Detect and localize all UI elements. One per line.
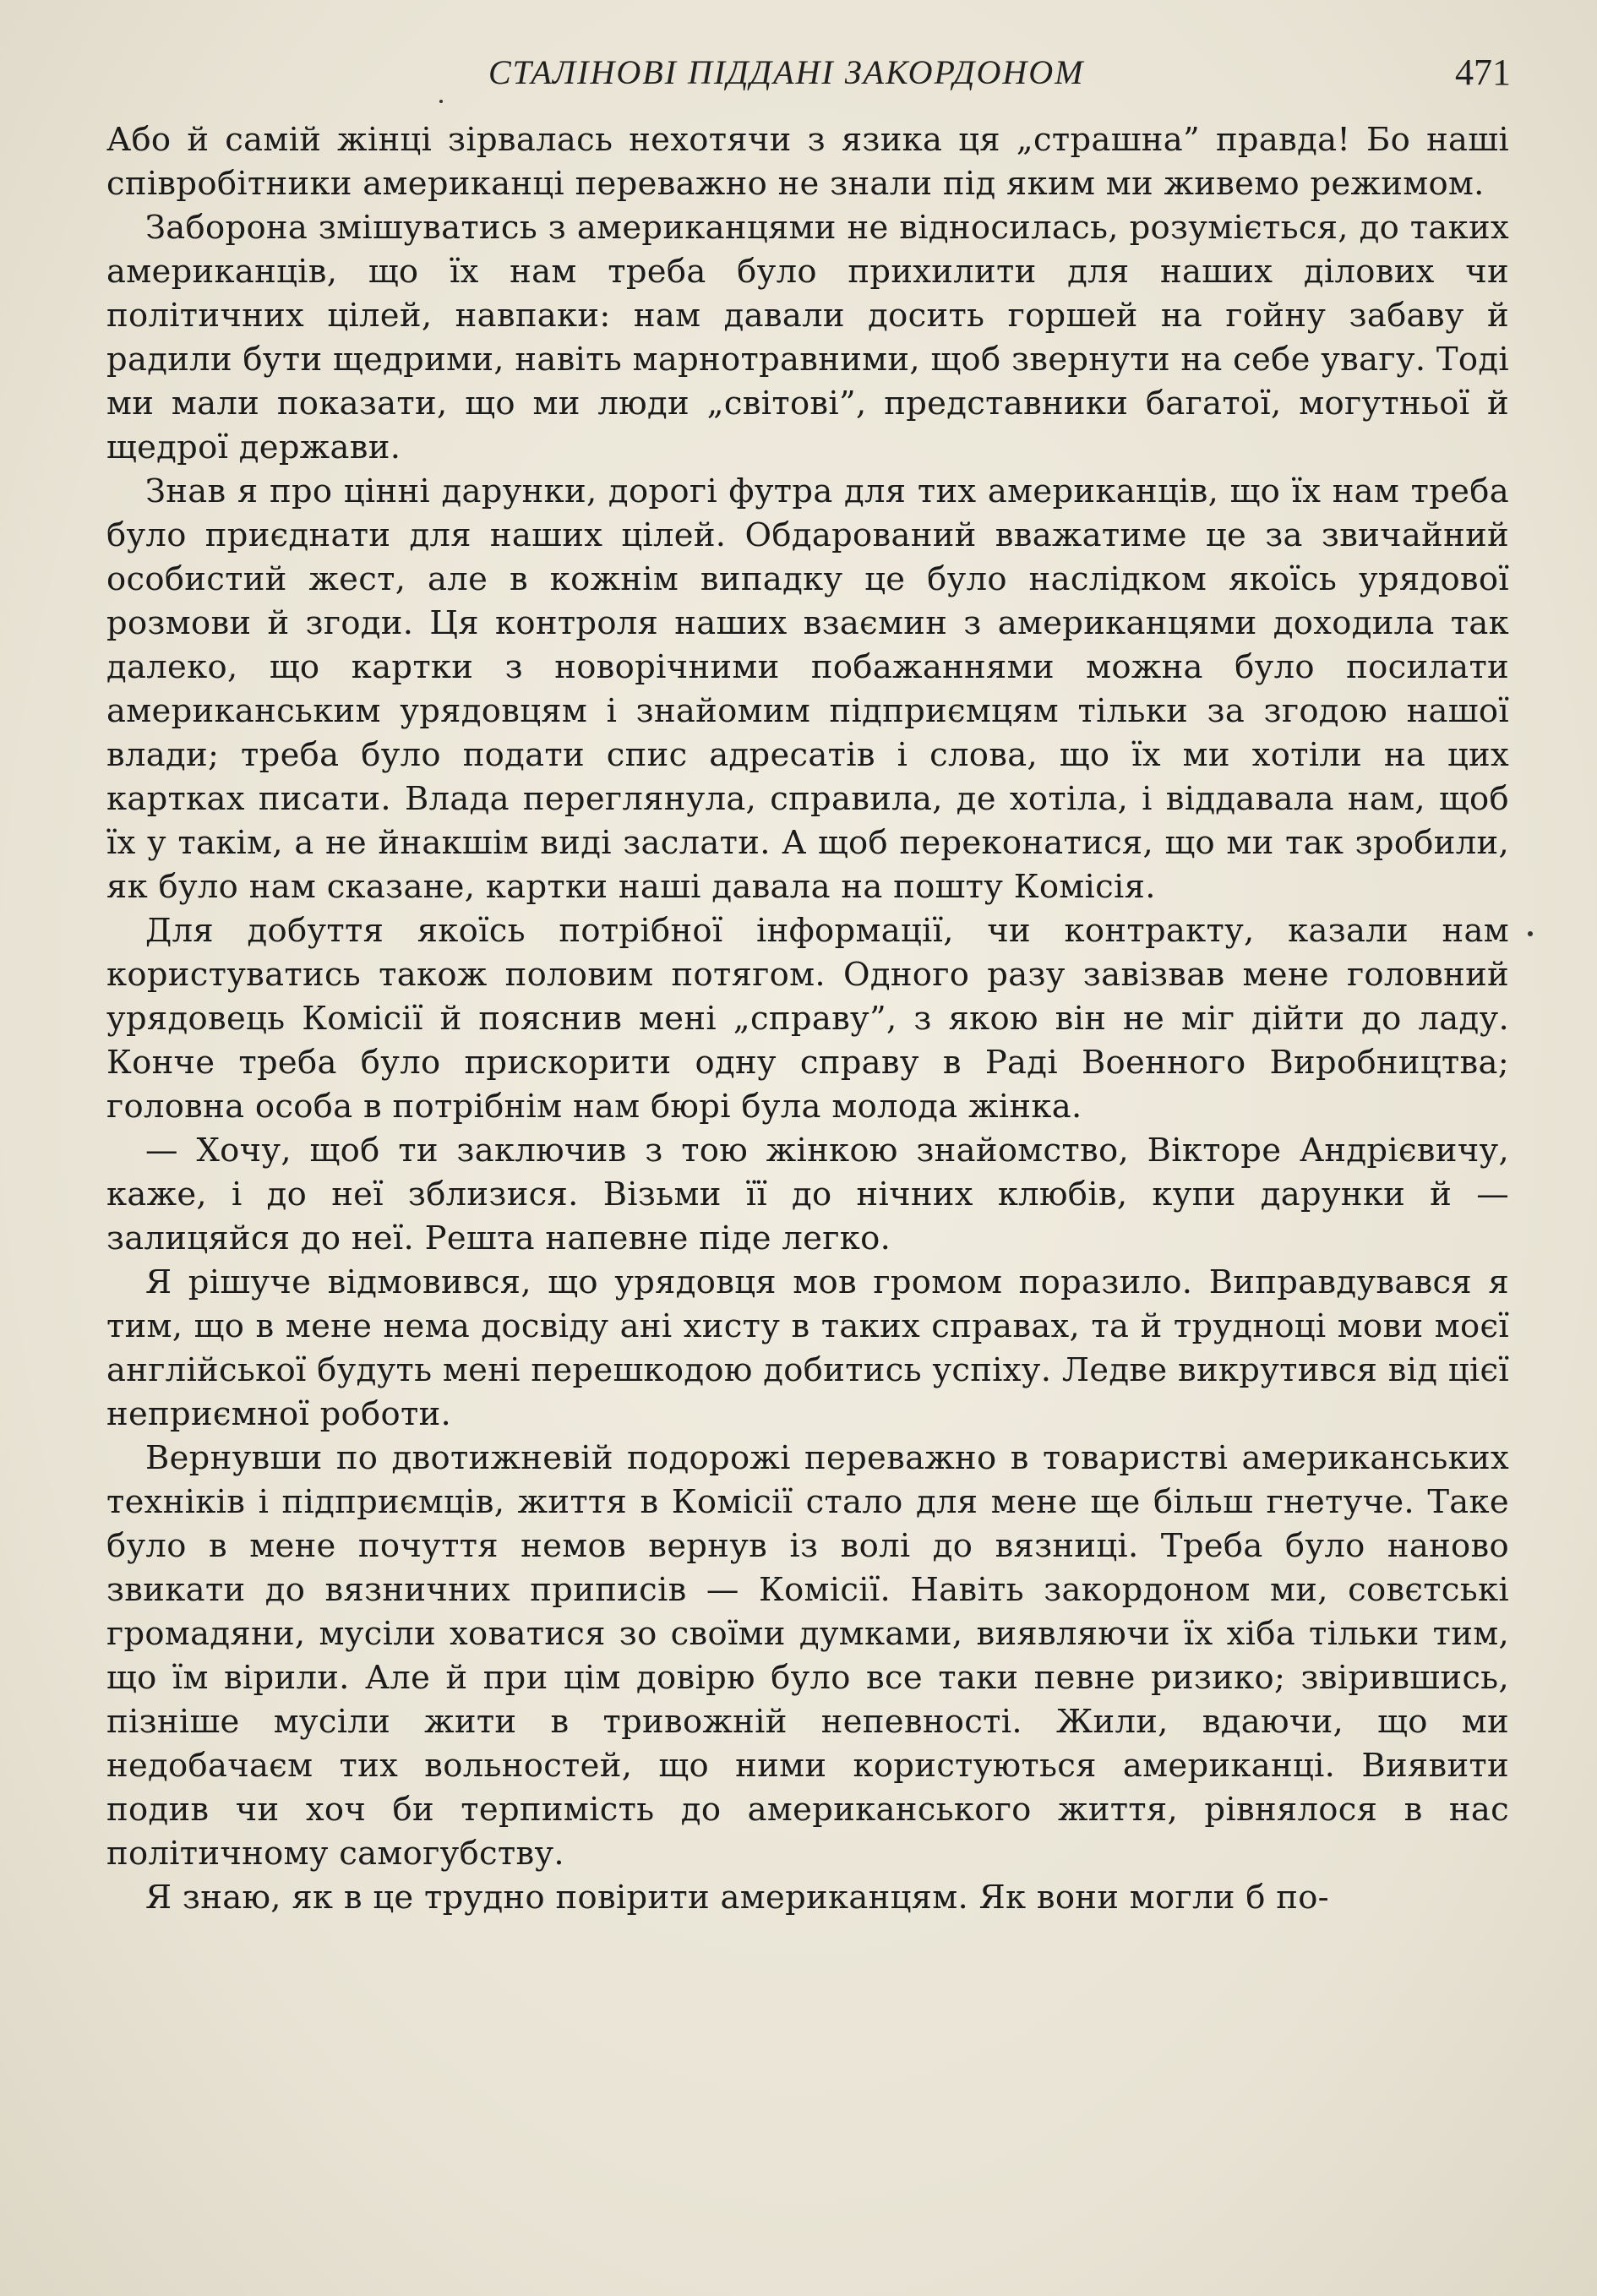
paragraph: Я знаю, як в це трудно повірити американцям. Як вони могли б по- — [145, 1879, 1329, 1917]
paragraph: Знав я про цінні дарунки, дорогі футра для тих американців, що їх нам треба було приєднати для наших цілей. Обдарований вважатиме це за звичайний особистий жест, але в кожнім випадку це було наслідком якоїсь урядової розмови й згоди. Ця контроля наших взаємин з американцями доходила так далеко, що картки з новорічними побажаннями можна було посилати американським урядовцям і знайомим підприємцям тільки за згодою нашої влади; треба було подати спис адресатів і слова, що їх ми хотіли на цих картках писати. Влада переглянула, справила, де хотіла, і віддавала нам, щоб їх у такім, а не йнакшім виді заслати. А щоб переконатися, що ми так зробили, як було нам сказане, картки наші давала на пошту Комісія. — [106, 472, 1509, 906]
running-title: СТАЛІНОВІ ПІДДАНІ ЗАКОРДОНОМ — [488, 53, 1085, 91]
paragraph: Заборона змішуватись з американцями не відносилась, розуміється, до таких американців, що їх нам треба було прихилити для наших ділових чи політичних цілей, навпаки: нам давали досить горшей на гойну забаву й радили бути щедрими, навіть марнотравними, щоб звернути на себе увагу. Тоді ми мали показати, що ми люди „світові”, представники багатої, могутньої й щедрої держави. — [106, 209, 1509, 466]
paragraph: Або й самій жінці зірвалась нехотячи з язика ця „страшна” правда! Бо наші співробітники американці переважно не знали під яким ми живемо режимом. — [106, 121, 1509, 203]
ink-speck — [439, 100, 443, 103]
page-body — [106, 118, 1509, 1920]
ink-speck — [1528, 931, 1533, 936]
paragraph: — Хочу, щоб ти заключив з тою жінкою знайомство, Вікторе Андрієвичу, каже, і до неї зблизися. Візьми її до нічних клюбів, купи дарунки й — залицяйся до неї. Решта напевне піде легко. — [106, 1132, 1509, 1257]
paragraph: Вернувши по двотижневій подорожі переважно в товаристві американських техніків і підприємців, життя в Комісії стало для мене ще більш гнетуче. Таке було в мене почуття немов вернув із волі до вязниці. Треба було наново звикати до вязничних приписів — Комісії. Навіть закордоном ми, совєтські громадяни, мусіли ховатися зо своїми думками, виявляючи їх хіба тільки тим, що їм вірили. Але й при цім довірю було все таки певне ризико; звірившись, пізніше мусіли жити в тривожній непевності. Жили, вдаючи, що ми недобачаєм тих вольностей, що ними користуються американці. Виявити подив чи хоч би терпимість до американського життя, рівнялося в нас політичному самогубству. — [106, 1439, 1509, 1873]
paragraph: Для добуття якоїсь потрібної інформації, чи контракту, казали нам користуватись також половим потягом. Одного разу завізвав мене головний урядовець Комісії й пояснив мені „справу”, з якою він не міг дійти до ладу. Конче треба було прискорити одну справу в Раді Военного Виробництва; головна особа в потрібнім нам бюрі була молода жінка. — [106, 912, 1509, 1126]
paragraph: Я рішуче відмовився, що урядовця мов громом поразило. Виправдувався я тим, що в мене нема досвіду ані хисту в таких справах, та й трудноці мови моєї англійської будуть мені перешкодою добитись успіху. Ледве викрутився від цієї неприємної роботи. — [106, 1263, 1509, 1433]
page-number: 471 — [1455, 52, 1511, 93]
page-header — [108, 47, 1511, 98]
